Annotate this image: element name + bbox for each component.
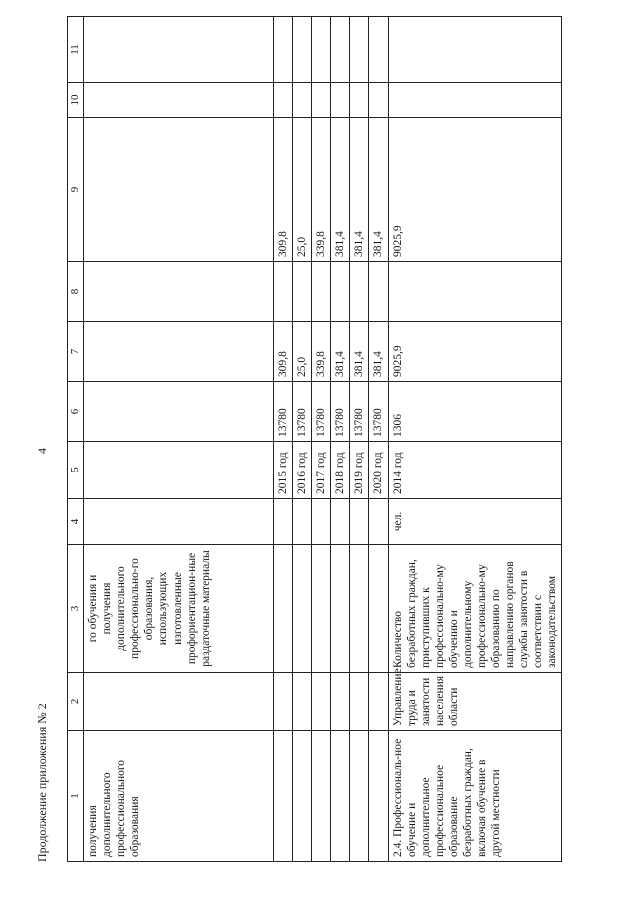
value-cell: 339,8 xyxy=(312,118,331,262)
cell-col1: 2.4. Профессиональ-ное обучение и дополнительное профессиональное образование безработных граждан, включая обучение в другой местности xyxy=(388,731,561,862)
year-cell: 2017 год xyxy=(312,442,331,499)
value-cell: 309,8 xyxy=(274,118,293,262)
value-cell: 13780 xyxy=(369,382,388,442)
table-row-continued xyxy=(84,17,274,862)
cell-col6 xyxy=(84,382,274,442)
cell-col3: го обучения и получения дополнительного профессионально-го образования, использующих изготовленные профориентацион-ные раздаточные материалы xyxy=(84,545,274,673)
year-cell: 2015 год xyxy=(274,442,293,499)
year-cell: 2020 год xyxy=(369,442,388,499)
cell-col9 xyxy=(84,118,274,262)
value-cell: 13780 xyxy=(350,382,369,442)
year-cell: 2018 год xyxy=(331,442,350,499)
col-num: 7 xyxy=(68,322,84,382)
value-cell: 381,4 xyxy=(350,118,369,262)
col-num: 9 xyxy=(68,118,84,262)
value-cell: 13780 xyxy=(312,382,331,442)
value-cell: 309,8 xyxy=(274,322,293,382)
col-num: 4 xyxy=(68,499,84,545)
value-cell: 381,4 xyxy=(369,322,388,382)
table-row-2-4 xyxy=(388,17,561,862)
year-cell: 2016 год xyxy=(293,442,312,499)
cell-col4 xyxy=(84,499,274,545)
value-cell: 9025,9 xyxy=(388,118,561,262)
appendix-header: Продолжение приложения № 2 xyxy=(35,703,49,862)
col-num: 8 xyxy=(68,262,84,322)
table-row xyxy=(293,17,312,862)
value-cell: 9025,9 xyxy=(388,322,561,382)
page-number: 4 xyxy=(35,448,49,454)
col-num: 1 xyxy=(68,731,84,862)
cell-col11 xyxy=(84,17,274,83)
cell-col2 xyxy=(84,673,274,731)
value-cell: 381,4 xyxy=(331,118,350,262)
table-row xyxy=(331,17,350,862)
value-cell: 381,4 xyxy=(369,118,388,262)
cell-col3: Количество безработных граждан, приступивших к профессионально-му обучению и дополнительному профессионально-му образованию по направлению органов службы занятости в соответствии с законодательством xyxy=(388,545,561,673)
cell-col10 xyxy=(84,83,274,118)
appendix-table xyxy=(67,16,562,862)
cell-col2: Управление труда и занятости населения области xyxy=(388,673,561,731)
cell-col1: получения дополнительного профессионального образования xyxy=(84,731,274,862)
col-num: 3 xyxy=(68,545,84,673)
value-cell: 381,4 xyxy=(331,322,350,382)
value-cell: 25,0 xyxy=(293,118,312,262)
table-row xyxy=(350,17,369,862)
value-cell: 1306 xyxy=(388,382,561,442)
value-cell: 381,4 xyxy=(350,322,369,382)
cell-col7 xyxy=(84,322,274,382)
value-cell: 339,8 xyxy=(312,322,331,382)
cell-col5 xyxy=(84,442,274,499)
column-numbers-row xyxy=(68,17,84,862)
value-cell: 13780 xyxy=(331,382,350,442)
table-row xyxy=(274,17,293,862)
col-num: 2 xyxy=(68,673,84,731)
value-cell: 13780 xyxy=(293,382,312,442)
rotated-page xyxy=(35,17,615,862)
table-row xyxy=(369,17,388,862)
cell-col8 xyxy=(84,262,274,322)
value-cell: 13780 xyxy=(274,382,293,442)
col-num: 5 xyxy=(68,442,84,499)
unit-cell: чел. xyxy=(388,499,561,545)
year-cell: 2014 год xyxy=(388,442,561,499)
col-num: 6 xyxy=(68,382,84,442)
col-num: 10 xyxy=(68,83,84,118)
year-cell: 2019 год xyxy=(350,442,369,499)
value-cell: 25,0 xyxy=(293,322,312,382)
table-row xyxy=(312,17,331,862)
col-num: 11 xyxy=(68,17,84,83)
